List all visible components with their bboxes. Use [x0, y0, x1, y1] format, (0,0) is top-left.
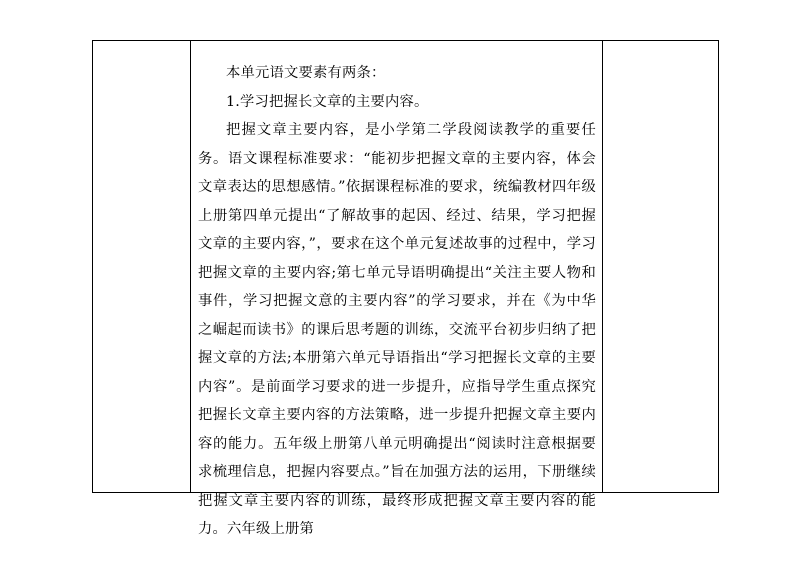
lesson-table: [92, 40, 719, 537]
point-one-paragraph: 1.学习把握长文章的主要内容。: [226, 93, 429, 110]
intro-paragraph: 本单元语文要素有两条：: [226, 65, 386, 81]
body-paragraph: 把握文章主要内容，是小学第二学段阅读教学的重要任务。语文课程标准要求：“能初步把握文章的主要内容，体会文章表达的思想感情。”依据课程标准的要求，统编教材四年级上册第四单元提出“了解故事的起因、经过、结果，学习把握文章的主要内容，”，要求在这个单元复述故事的过程中，学习把握文章的主要内容;第七单元导语明确提出“关注主要人物和事件，学习把握文意的主要内容”的学习要求，并在《为中华之崛起而读书》的课后思考题的训练，交流平台初步归纳了把握文章的方法;本册第六单元导语指出“学习把握长文章的主要内容”。是前面学习要求的进一步提升，应指导学生重点探究把握长文章主要内容的方法策略，进一步提升把握文章主要内容的能力。五年级上册第八单元明确提出“阅读时注意根据要求梳理信息，把握内容要点。”旨在加强方法的运用，下册继续把握文章主要内容的训练，最终形成把握文章主要内容的能力。六年级上册第: [198, 122, 596, 537]
table-column-divider-left: [190, 41, 191, 492]
table-content-cell: [198, 59, 596, 544]
table-column-divider-right: [602, 41, 603, 492]
